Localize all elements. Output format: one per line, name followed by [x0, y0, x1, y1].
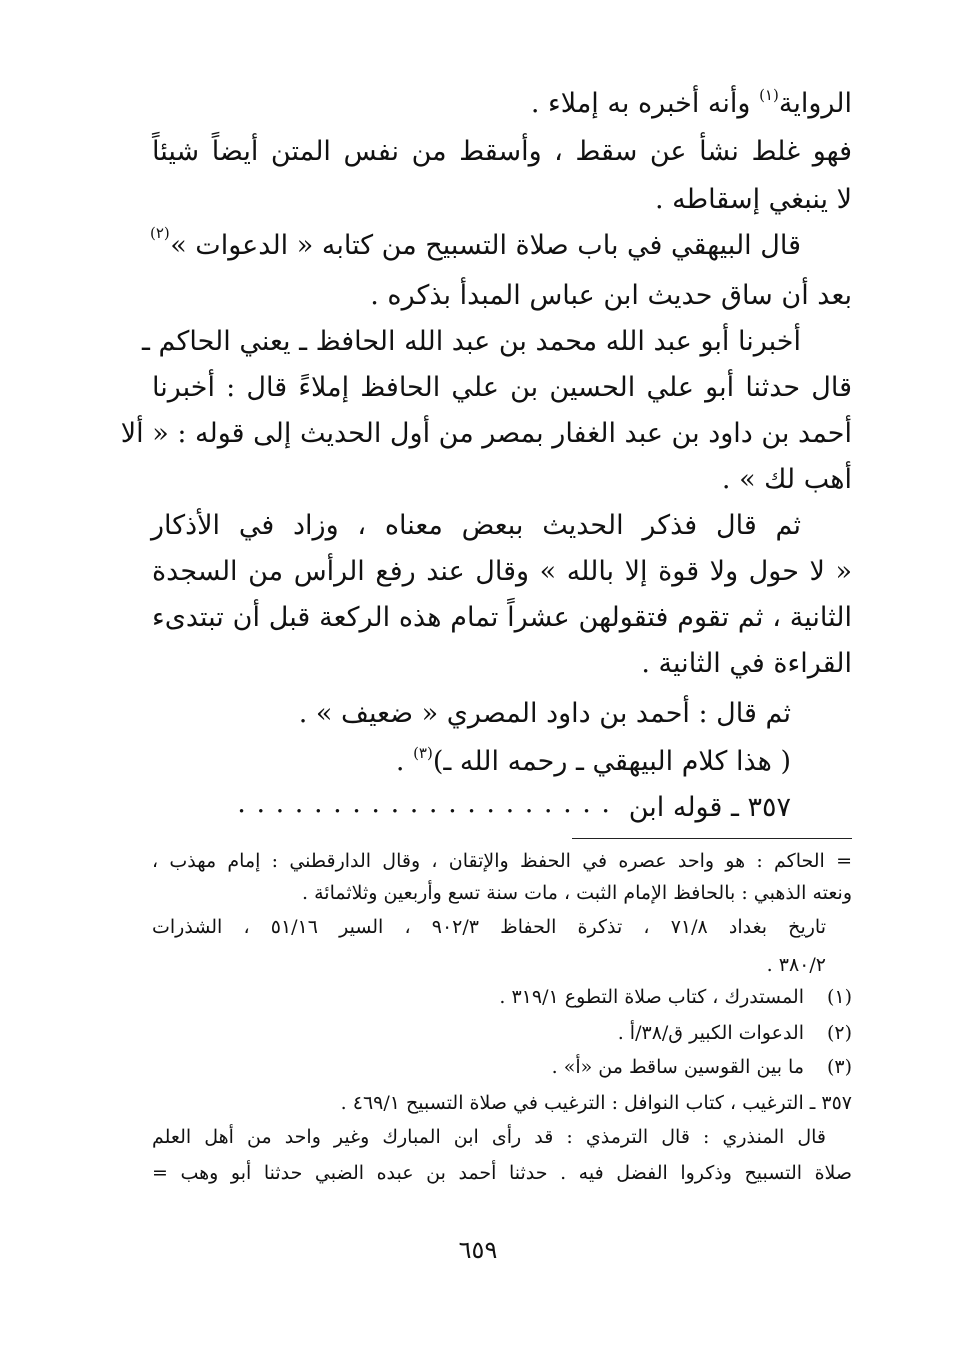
footnote-line-8: ٣٥٧ ـ الترغيب ، كتاب النوافل : الترغيب في صلاة التسبيح ٤٦٩/١ . — [340, 1092, 852, 1114]
footnote-ref-3: (٣) — [413, 744, 433, 762]
footnote-line-5: المستدرك ، كتاب صلاة التطوع ٣١٩/١ . — [499, 986, 804, 1008]
footnote-separator — [572, 838, 852, 839]
footnote-line-3: تاريخ بغداد ٧١/٨ ، تذكرة الحفاظ ٩٠٢/٣ ، السير ٥١/١٦ ، الشذرات — [152, 916, 826, 938]
text-line-4: قال البيهقي في باب صلاة التسبيح من كتابه « الدعوات » — [170, 230, 801, 261]
text-line-1-start: الرواية — [778, 88, 852, 119]
footnote-line-1: = الحاكم : هو واحد عصره في الحفظ والإتقان ، وقال الدارقطني : إمام مهذب ، — [152, 850, 852, 872]
leader-dots: . . . . . . . . . . . . . . . . . . . . — [237, 788, 611, 819]
footnote-ref-2: (٢) — [150, 224, 170, 242]
footnote-line-10: صلاة التسبيح وذكروا الفضل فيه . حدثنا أحمد بن عبده الضبي حدثنا أبو وهب = — [152, 1162, 852, 1184]
footnote-line-7: ما بين القوسين ساقط من «أ» . — [551, 1056, 804, 1078]
text-line-6: أخبرنا أبو عبد الله محمد بن عبد الله الحافظ ـ يعني الحاكم ـ — [142, 326, 801, 357]
text-line-12: الثانية ، ثم تقوم فتقولهن عشراً تمام هذه الركعة قبل أن تبتدىء — [152, 602, 852, 633]
footnote-ref-1: (١) — [759, 86, 779, 104]
footnote-number-2: (٢) — [826, 1022, 852, 1044]
text-line-1-rest: وأنه أخبره به إملاء . — [530, 88, 751, 119]
text-line-1 — [531, 88, 852, 117]
text-line-8: أحمد بن داود بن عبد الغفار بمصر من أول الحديث إلى قوله : « ألا — [120, 418, 852, 449]
text-line-16: ٣٥٧ ـ قوله ابن — [628, 792, 791, 823]
text-line-14: ثم قال : أحمد بن داود المصري « ضعيف » . — [298, 698, 791, 729]
text-line-15-text: ( هذا كلام البيهقي ـ رحمه الله ـ) — [432, 746, 791, 777]
footnote-line-2: ونعته الذهبي : بالحافظ الإمام الثبت ، مات سنة تسع وأربعين وثلاثمائة . — [302, 882, 852, 904]
text-line-10: ثم قال فذكر الحديث ببعض معناه ، وزاد في الأذكار — [151, 510, 801, 541]
text-line-2: فهو غلط نشأ عن سقط ، وأسقط من نفس المتن أيضاً شيئاً — [152, 136, 852, 167]
text-line-15 — [396, 746, 791, 775]
text-line-7: قال حدثنا أبو علي الحسين بن علي الحافظ إملاءً قال : أخبرنا — [152, 372, 852, 403]
footnote-number-3: (٣) — [826, 1056, 852, 1078]
text-line-11: « لا حول ولا قوة إلا بالله » وقال عند رفع الرأس من السجدة — [152, 556, 852, 587]
text-line-9: أهب لك » . — [721, 464, 852, 495]
page-number: ٦٥٩ — [458, 1236, 498, 1264]
footnote-line-4: ٣٨٠/٢ . — [766, 954, 826, 976]
text-line-3: لا ينبغي إسقاطه . — [654, 184, 852, 215]
text-line-13: القراءة في الثانية . — [641, 648, 852, 679]
footnote-number-1: (١) — [826, 986, 852, 1008]
text-line-15-end: . — [395, 746, 405, 777]
footnote-line-6: الدعوات الكبير ق/٣٨/أ . — [617, 1022, 804, 1044]
text-line-5: بعد أن ساق حديث ابن عباس المبدأ بذكره . — [370, 280, 852, 311]
footnote-line-9: قال المنذري : قال الترمذي : قد رأى ابن المبارك وغير واحد من أهل العلم — [152, 1126, 826, 1148]
